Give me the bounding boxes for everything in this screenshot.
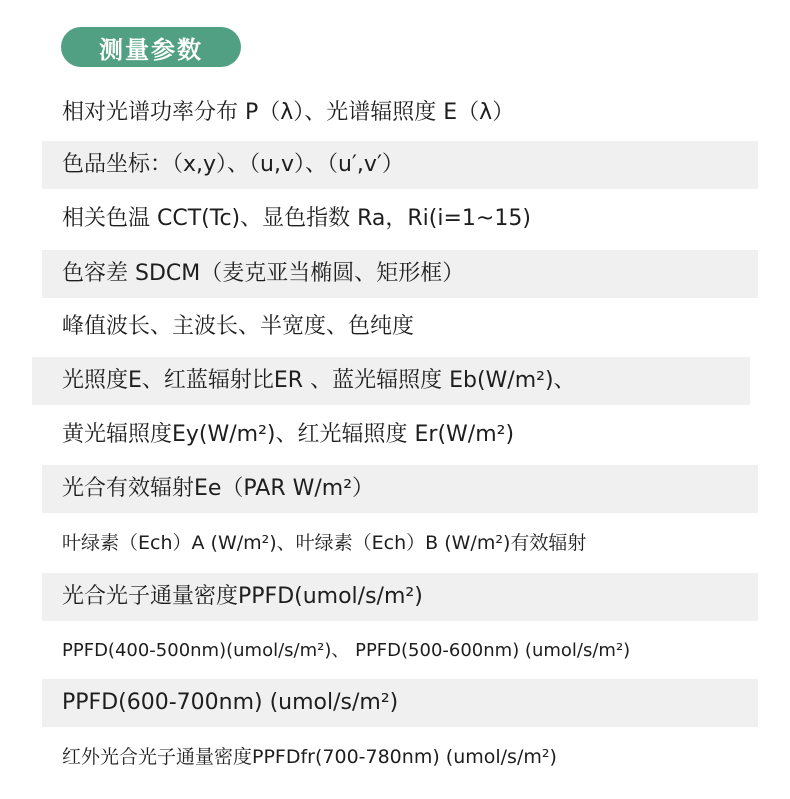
parameter-row: 光合光子通量密度PPFD(umol/s/m²) bbox=[42, 573, 758, 621]
parameter-row: PPFD(600-700nm) (umol/s/m²) bbox=[42, 679, 758, 727]
parameter-row: 色容差 SDCM（麦克亚当椭圆、矩形框） bbox=[42, 250, 758, 298]
parameter-row: 峰值波长、主波长、半宽度、色纯度 bbox=[62, 314, 415, 339]
parameter-row: 相关色温 CCT(Tc)、显色指数 Ra，Ri(i=1~15) bbox=[62, 206, 531, 231]
parameter-row: 红外光合光子通量密度PPFDfr(700-780nm) (umol/s/m²) bbox=[62, 745, 557, 768]
section-title: 测量参数 bbox=[99, 35, 203, 64]
parameter-row: 叶绿素（Ech）A (W/m²)、叶绿素（Ech）B (W/m²)有效辐射 bbox=[62, 531, 587, 554]
parameter-row: 黄光辐照度Ey(W/m²)、红光辐照度 Er(W/m²) bbox=[62, 422, 515, 447]
parameter-row: 光照度E、红蓝辐射比ER 、蓝光辐照度 Eb(W/m²)、 bbox=[32, 357, 750, 405]
parameter-row: PPFD(400-500nm)(umol/s/m²)、 PPFD(500-600nm) (umol/s/m²) bbox=[62, 640, 631, 661]
parameter-row: 光合有效辐射Ee（PAR W/m²） bbox=[42, 465, 758, 513]
parameter-row: 相对光谱功率分布 P（λ）、光谱辐照度 E（λ） bbox=[62, 100, 515, 125]
parameter-row: 色品坐标：（x,y）、（u,v）、（u′,v′） bbox=[42, 141, 758, 189]
